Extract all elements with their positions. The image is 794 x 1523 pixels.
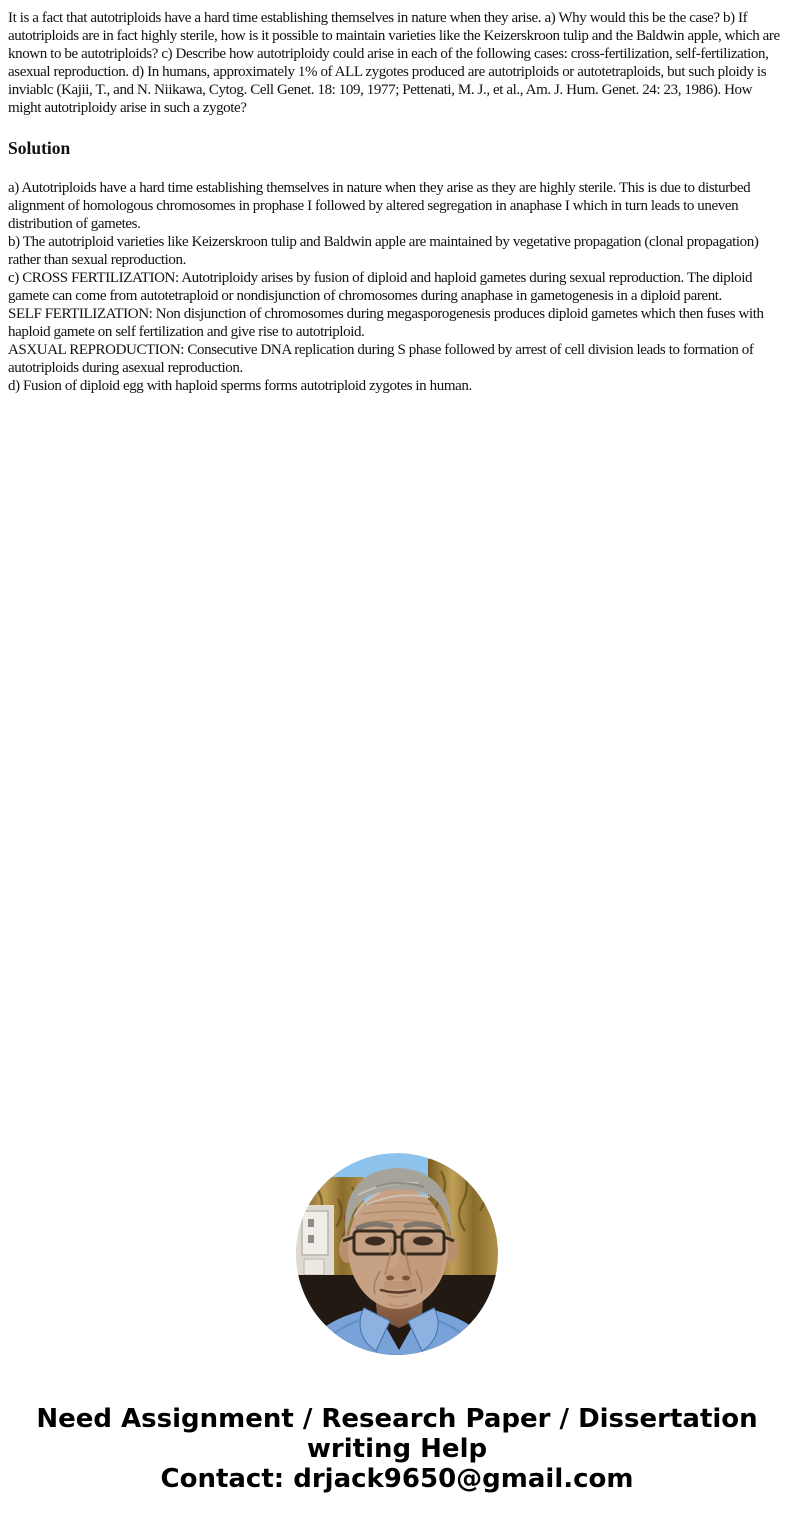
solution-paragraph-b: b) The autotriploid varieties like Keizerskroon tulip and Baldwin apple are maintained by vegetative propagation (clonal propagation) rather than sexual reproduction. [8,234,759,268]
solution-paragraph-d: d) Fusion of diploid egg with haploid sperms forms autotriploid zygotes in human. [8,378,472,394]
document-body [0,0,794,395]
question-text: It is a fact that autotriploids have a hard time establishing themselves in nature when they arise. a) Why would this be the case? b) If autotriploids are in fact highly sterile, how is it possible to maintain varieties like the Keizerskroon tulip and the Baldwin apple, which are known to be autotriploids? c) Describe how autotriploidy could arise in each of the following cases: cross-fertilization, self-fertilization, asexual reproduction. d) In humans, approximately 1% of ALL zygotes produced are autotriploids or autotetraploids, but such ploidy is inviablc (Kajii, T., and N. Niikawa, Cytog. Cell Genet. 18: 109, 1977; Pettenati, M. J., et al., Am. J. Hum. Genet. 24: 23, 1986). How might autotriploidy arise in such a zygote? [8,10,780,116]
footer-banner [0,1404,794,1494]
footer-help-text: Need Assignment / Research Paper / Dissertation writing Help [36,1404,758,1464]
footer-contact-email: Contact: drjack9650@gmail.com [160,1464,634,1494]
solution-text [8,179,786,395]
solution-paragraph-c-cross-fertilization: c) CROSS FERTILIZATION: Autotriploidy arises by fusion of diploid and haploid gametes during sexual reproduction. The diploid gamete can come from autotetraploid or nondisjunction of chromosomes during anaphase in gametogenesis in a diploid parent. [8,270,753,304]
solution-paragraph-asexual-reproduction: ASXUAL REPRODUCTION: Consecutive DNA replication during S phase followed by arrest of cell division leads to formation of autotriploids during asexual reproduction. [8,342,754,376]
person-avatar [296,1153,498,1355]
person-photo-illustration [296,1153,498,1355]
solution-heading: Solution [8,138,71,158]
solution-paragraph-a: a) Autotriploids have a hard time establishing themselves in nature when they arise as they are highly sterile. This is due to disturbed alignment of homologous chromosomes in prophase I followed by altered segregation in anaphase I which in turn leads to uneven distribution of gametes. [8,180,751,232]
solution-paragraph-self-fertilization: SELF FERTILIZATION: Non disjunction of chromosomes during megasporogenesis produces diploid gametes which then fuses with haploid gamete on self fertilization and give rise to autotriploid. [8,306,764,340]
